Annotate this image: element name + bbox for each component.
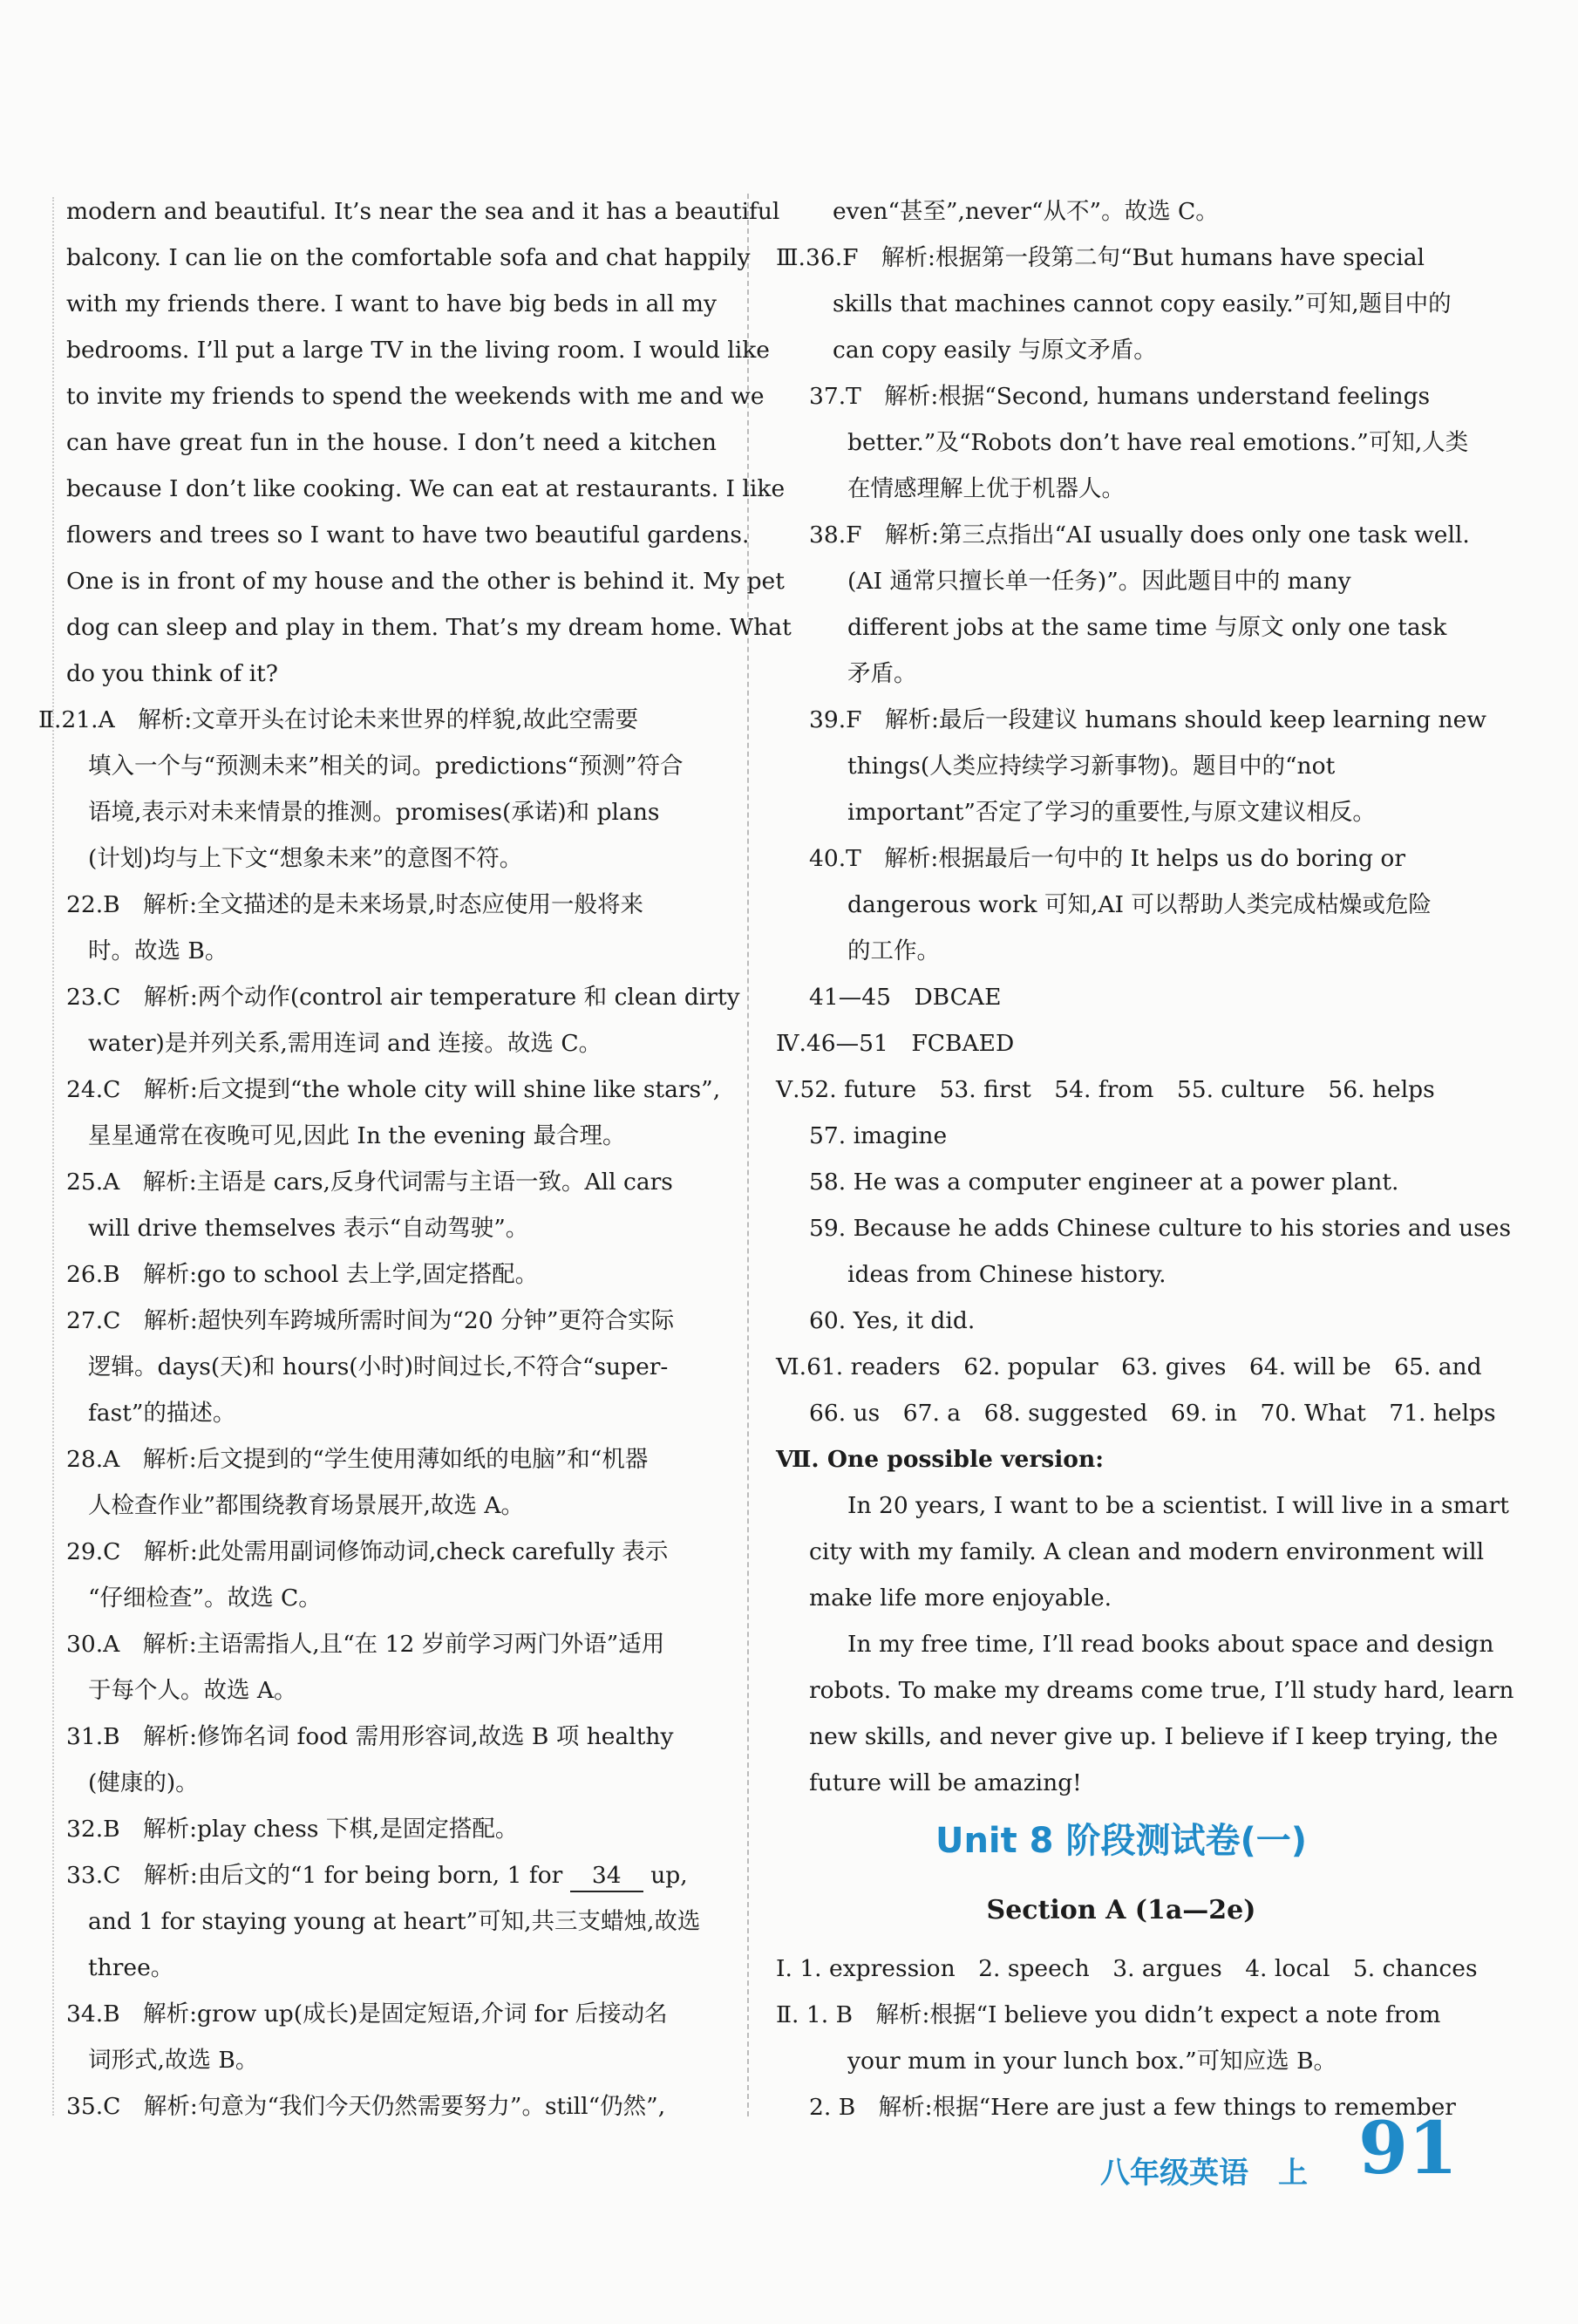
answer-line: Ⅰ. 1. expression 2. speech 3. argues 4. local 5. chances — [776, 1955, 1478, 1982]
answer-line: 59. Because he adds Chinese culture to his stories and uses — [809, 1215, 1512, 1242]
text-line: One is in front of my house and the other is behind it. My pet — [66, 568, 785, 595]
answer-line: Ⅴ.52. future 53. first 54. from 55. culture 56. helps — [776, 1076, 1435, 1103]
text-line: can have great fun in the house. I don’t need a kitchen — [66, 429, 717, 456]
text-line: flowers and trees so I want to have two beautiful gardens. — [66, 521, 750, 549]
answer-line: 40.T 解析:根据最后一句中的 It helps us do boring or — [809, 845, 1405, 872]
fill-blank: 34 — [570, 1861, 643, 1892]
answer-line: 2. B 解析:根据“Here are just a few things to remember — [809, 2094, 1456, 2121]
answer-line: 语境,表示对未来情景的推测。promises(承诺)和 plans — [88, 799, 660, 826]
answer-line: 39.F 解析:最后一段建议 humans should keep learning new — [809, 706, 1486, 733]
answer-line: important”否定了学习的重要性,与原文建议相反。 — [847, 799, 1376, 826]
answer-line: 58. He was a computer engineer at a power plant. — [809, 1169, 1399, 1196]
answer-line: 37.T 解析:根据“Second, humans understand feelings — [809, 383, 1431, 410]
answer-line: 词形式,故选 B。 — [88, 2047, 259, 2074]
answer-line: 28.A 解析:后文提到的“学生使用薄如纸的电脑”和“机器 — [66, 1446, 649, 1473]
answer-line: 23.C 解析:两个动作(control air temperature 和 clean dirty — [66, 984, 740, 1011]
answer-line: water)是并列关系,需用连词 and 连接。故选 C。 — [88, 1030, 602, 1057]
grade-label: 八年级英语 上 — [1100, 2156, 1308, 2191]
answer-line: 31.B 解析:修饰名词 food 需用形容词,故选 B 项 healthy — [66, 1723, 674, 1750]
text-line: balcony. I can lie on the comfortable sofa and chat happily — [66, 244, 751, 271]
answer-line: (AI 通常只擅长单一任务)”。因此题目中的 many — [847, 568, 1351, 595]
essay-line: In my free time, I’ll read books about space and design — [847, 1631, 1494, 1658]
answer-line: Ⅱ.21.A 解析:文章开头在讨论未来世界的样貌,故此空需要 — [38, 706, 639, 733]
answer-line: 25.A 解析:主语是 cars,反身代词需与主语一致。All cars — [66, 1169, 673, 1196]
essay-line: make life more enjoyable. — [809, 1585, 1112, 1612]
answer-line: 60. Yes, it did. — [809, 1307, 976, 1334]
essay-line: In 20 years, I want to be a scientist. I will live in a smart — [847, 1492, 1509, 1519]
answer-line: 人检查作业”都围绕教育场景展开,故选 A。 — [88, 1492, 525, 1519]
answer-line: things(人类应持续学习新事物)。题目中的“not — [847, 753, 1336, 780]
answer-line: “仔细检查”。故选 C。 — [88, 1585, 322, 1612]
answer-line: better.”及“Robots don’t have real emotions.”可知,人类 — [847, 429, 1469, 456]
answer-line: dangerous work 可知,AI 可以帮助人类完成枯燥或危险 — [847, 891, 1432, 918]
answer-line: 41—45 DBCAE — [809, 984, 1002, 1011]
answer-line: skills that machines cannot copy easily.”可知,题目中的 — [833, 290, 1452, 317]
answer-line: 27.C 解析:超快列车跨城所需时间为“20 分钟”更符合实际 — [66, 1307, 675, 1334]
essay-line: new skills, and never give up. I believe if I keep trying, the — [809, 1723, 1499, 1750]
answer-line: 24.C 解析:后文提到“the whole city will shine like stars”, — [66, 1076, 721, 1103]
answer-line: 于每个人。故选 A。 — [88, 1677, 297, 1704]
essay-line: future will be amazing! — [809, 1769, 1082, 1796]
answer-line: fast”的描述。 — [88, 1400, 236, 1427]
answer-line: 26.B 解析:go to school 去上学,固定搭配。 — [66, 1261, 539, 1288]
answer-line: (健康的)。 — [88, 1769, 199, 1796]
text-line: modern and beautiful. It’s near the sea and it has a beautiful — [66, 198, 780, 225]
unit-heading: Unit 8 阶段测试卷(一) — [935, 1821, 1308, 1861]
left-column — [38, 188, 792, 2130]
text-line: because I don’t like cooking. We can eat at restaurants. I like — [66, 475, 786, 502]
answer-line — [66, 1852, 717, 1898]
answer-line: even“甚至”,never“从不”。故选 C。 — [833, 198, 1219, 225]
text-line: bedrooms. I’ll put a large TV in the living room. I would like — [66, 337, 770, 364]
section-label: Ⅶ. One possible version: — [776, 1446, 1105, 1473]
essay-line: robots. To make my dreams come true, I’ll study hard, learn — [809, 1677, 1514, 1704]
answer-line: 57. imagine — [809, 1122, 948, 1149]
answer-line: 38.F 解析:第三点指出“AI usually does only one task well. — [809, 521, 1470, 549]
answer-line: 35.C 解析:句意为“我们今天仍然需要努力”。still“仍然”, — [66, 2093, 666, 2120]
answer-line: 星星通常在夜晚可见,因此 In the evening 最合理。 — [88, 1122, 626, 1149]
answer-line: and 1 for staying young at heart”可知,共三支蜡烛,故选 — [88, 1908, 701, 1935]
answer-line: 逻辑。days(天)和 hours(小时)时间过长,不符合“super- — [88, 1353, 669, 1380]
answer-line: three。 — [88, 1954, 174, 1981]
answer-line: will drive themselves 表示“自动驾驶”。 — [88, 1215, 529, 1242]
section-heading: Section A (1a—2e) — [986, 1895, 1256, 1925]
answer-line: Ⅲ.36.F 解析:根据第一段第二句“But humans have special — [776, 244, 1425, 271]
answer-line: 时。故选 B。 — [88, 937, 228, 964]
answer-line: 在情感理解上优于机器人。 — [847, 475, 1125, 502]
page-number: 91 — [1358, 2107, 1459, 2191]
answer-line: 30.A 解析:主语需指人,且“在 12 岁前学习两门外语”适用 — [66, 1631, 665, 1658]
answer-line: can copy easily 与原文矛盾。 — [833, 337, 1157, 364]
answer-line: 66. us 67. a 68. suggested 69. in 70. What 71. helps — [809, 1400, 1496, 1427]
answer-line: 填入一个与“预测未来”相关的词。predictions“预测”符合 — [88, 753, 684, 780]
answer-line: 29.C 解析:此处需用副词修饰动词,check carefully 表示 — [66, 1538, 669, 1565]
answer-line: different jobs at the same time 与原文 only one task — [847, 614, 1447, 641]
answer-line: ideas from Chinese history. — [847, 1261, 1166, 1288]
text-line: with my friends there. I want to have big beds in all my — [66, 290, 717, 317]
answer-line: Ⅱ. 1. B 解析:根据“I believe you didn’t expect a note from — [776, 2001, 1441, 2028]
answer-line: (计划)均与上下文“想象未来”的意图不符。 — [88, 845, 523, 872]
answer-line: 34.B 解析:grow up(成长)是固定短语,介词 for 后接动名 — [66, 2000, 668, 2028]
text-line: do you think of it? — [66, 660, 279, 687]
answer-line: 的工作。 — [847, 937, 940, 964]
essay-line: city with my family. A clean and modern environment will — [809, 1538, 1485, 1565]
answer-line: 32.B 解析:play chess 下棋,是固定搭配。 — [66, 1816, 519, 1843]
answer-line: your mum in your lunch box.”可知应选 B。 — [847, 2048, 1337, 2075]
right-column — [776, 188, 1514, 2130]
answer-line: Ⅵ.61. readers 62. popular 63. gives 64. will be 65. and — [776, 1353, 1482, 1380]
text-line: to invite my friends to spend the weekends with me and we — [66, 383, 765, 410]
page-footer — [1100, 2107, 1466, 2206]
answer-text: 33.C 解析:由后文的“1 for being born, 1 for — [66, 1862, 563, 1889]
answer-line: Ⅳ.46—51 FCBAED — [776, 1030, 1015, 1057]
text-line: dog can sleep and play in them. That’s my dream home. What — [66, 614, 792, 641]
answer-line: 矛盾。 — [847, 660, 917, 687]
left-margin-guide — [52, 197, 54, 2116]
answer-text: up, — [650, 1862, 688, 1889]
answer-line: 22.B 解析:全文描述的是未来场景,时态应使用一般将来 — [66, 891, 643, 918]
